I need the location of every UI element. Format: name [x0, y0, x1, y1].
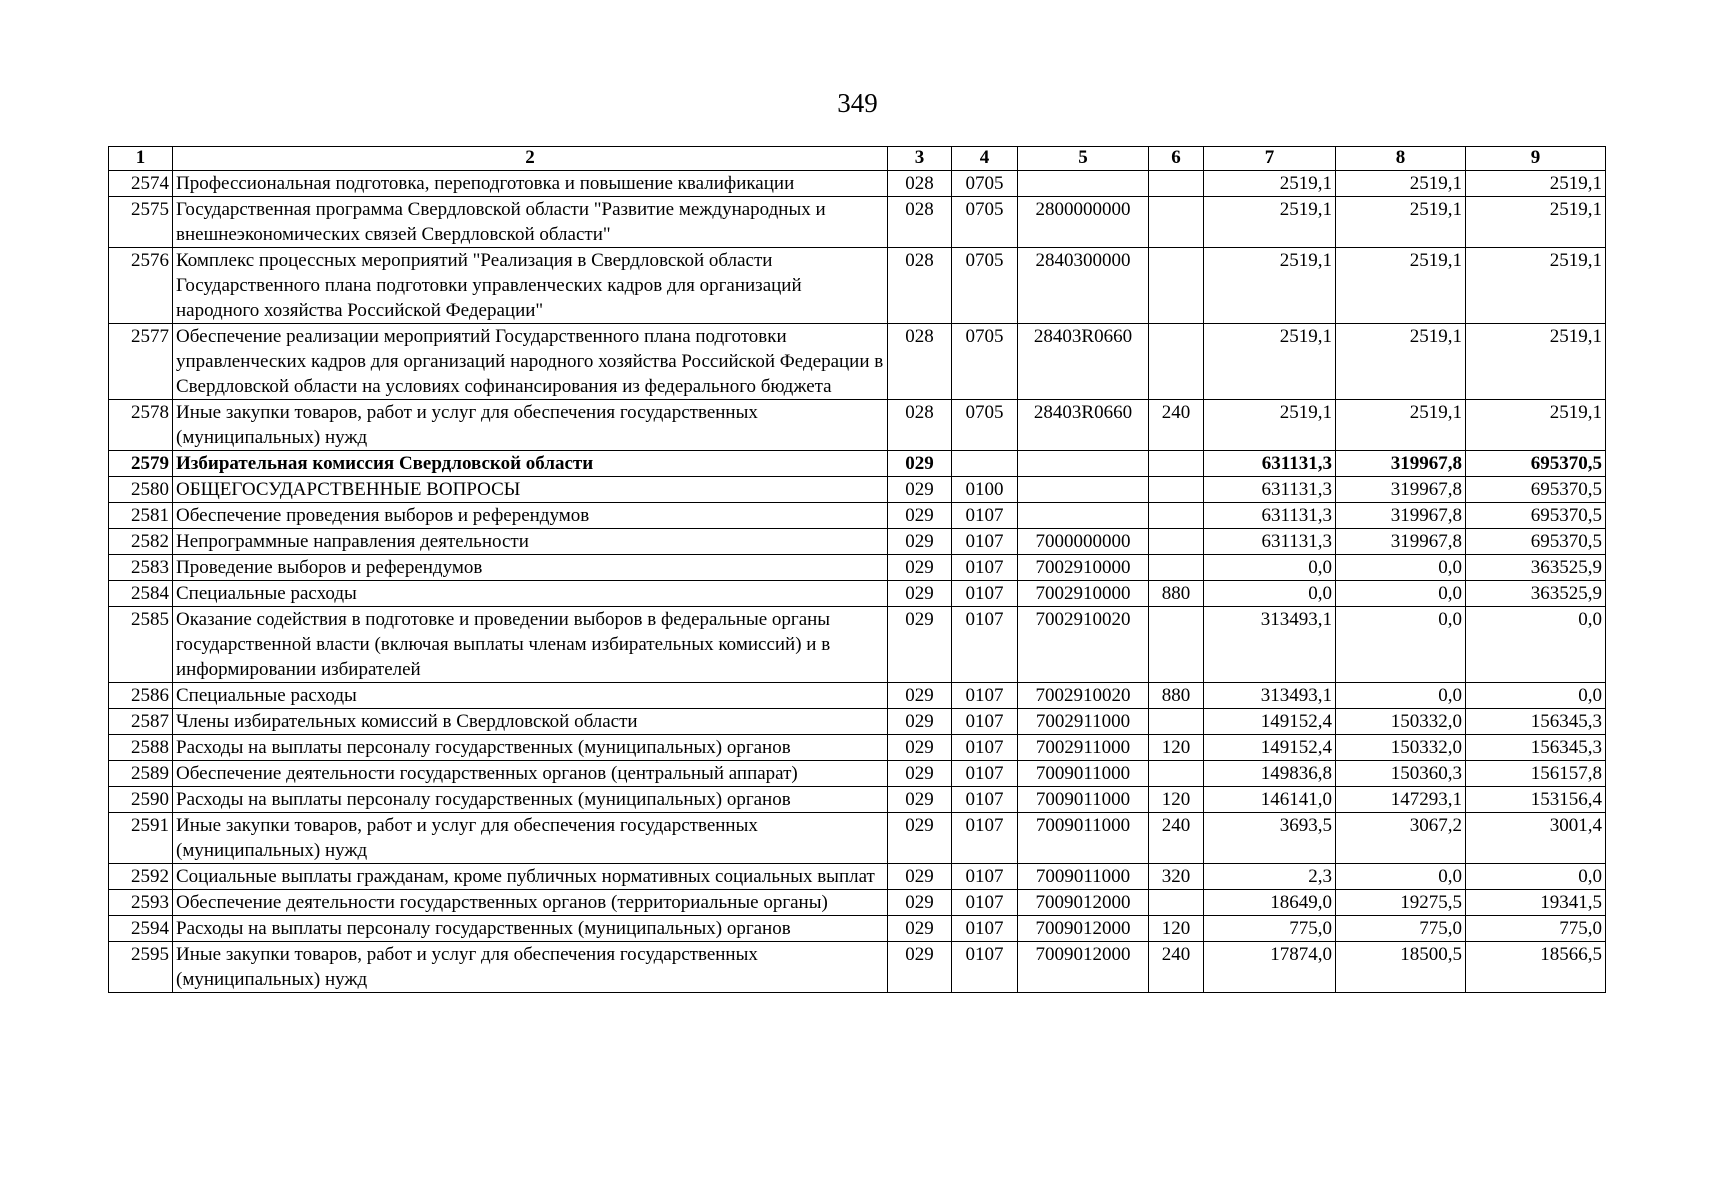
section-code-cell: 0705	[952, 400, 1018, 451]
amount-col8-cell: 3067,2	[1336, 813, 1466, 864]
amount-col9-cell: 156345,3	[1466, 735, 1606, 761]
header-row	[109, 147, 1606, 171]
amount-col9-cell: 695370,5	[1466, 503, 1606, 529]
column-header: 6	[1149, 147, 1204, 171]
column-header: 5	[1018, 147, 1149, 171]
amount-col7-cell: 17874,0	[1204, 942, 1336, 993]
amount-col8-cell: 2519,1	[1336, 171, 1466, 197]
amount-col8-cell: 0,0	[1336, 683, 1466, 709]
section-code-cell: 0107	[952, 607, 1018, 683]
table-header	[109, 147, 1606, 171]
department-code-cell: 028	[888, 197, 952, 248]
row-number-cell: 2578	[109, 400, 173, 451]
amount-col8-cell: 0,0	[1336, 555, 1466, 581]
department-code-cell: 029	[888, 942, 952, 993]
target-article-cell: 7002911000	[1018, 709, 1149, 735]
item-name-cell: Проведение выборов и референдумов	[173, 555, 888, 581]
expense-type-cell	[1149, 171, 1204, 197]
table-row	[109, 942, 1606, 993]
department-code-cell: 029	[888, 451, 952, 477]
item-name-cell: Расходы на выплаты персоналу государственных (муниципальных) органов	[173, 787, 888, 813]
row-number-cell: 2591	[109, 813, 173, 864]
amount-col7-cell: 149152,4	[1204, 735, 1336, 761]
item-name-cell: Социальные выплаты гражданам, кроме публичных нормативных социальных выплат	[173, 864, 888, 890]
amount-col9-cell: 695370,5	[1466, 451, 1606, 477]
target-article-cell: 7009012000	[1018, 916, 1149, 942]
amount-col8-cell: 150332,0	[1336, 709, 1466, 735]
expense-type-cell: 880	[1149, 683, 1204, 709]
row-number-cell: 2584	[109, 581, 173, 607]
amount-col9-cell: 2519,1	[1466, 400, 1606, 451]
section-code-cell: 0107	[952, 735, 1018, 761]
item-name-cell: Расходы на выплаты персоналу государственных (муниципальных) органов	[173, 735, 888, 761]
expense-type-cell: 240	[1149, 400, 1204, 451]
amount-col7-cell: 2519,1	[1204, 197, 1336, 248]
amount-col7-cell: 631131,3	[1204, 477, 1336, 503]
target-article-cell: 28403R0660	[1018, 400, 1149, 451]
target-article-cell: 7000000000	[1018, 529, 1149, 555]
table-row	[109, 890, 1606, 916]
item-name-cell: Оказание содействия в подготовке и проведении выборов в федеральные органы государственной власти (включая выплаты членам избирательных комиссий) и в информировании избирателей	[173, 607, 888, 683]
expense-type-cell: 120	[1149, 787, 1204, 813]
section-code-cell: 0107	[952, 942, 1018, 993]
target-article-cell: 7002910000	[1018, 581, 1149, 607]
row-number-cell: 2574	[109, 171, 173, 197]
section-code-cell: 0100	[952, 477, 1018, 503]
department-code-cell: 029	[888, 607, 952, 683]
expense-type-cell	[1149, 890, 1204, 916]
item-name-cell: Профессиональная подготовка, переподготовка и повышение квалификации	[173, 171, 888, 197]
section-code-cell: 0107	[952, 787, 1018, 813]
amount-col8-cell: 0,0	[1336, 581, 1466, 607]
department-code-cell: 029	[888, 529, 952, 555]
item-name-cell: Непрограммные направления деятельности	[173, 529, 888, 555]
table-row	[109, 400, 1606, 451]
row-number-cell: 2593	[109, 890, 173, 916]
row-number-cell: 2575	[109, 197, 173, 248]
expense-type-cell: 120	[1149, 916, 1204, 942]
item-name-cell: Обеспечение реализации мероприятий Государственного плана подготовки управленческих кадров для организаций народного хозяйства Российской Федерации в Свердловской области на условиях софинансирования из федерального бюджета	[173, 324, 888, 400]
item-name-cell: Избирательная комиссия Свердловской области	[173, 451, 888, 477]
amount-col7-cell: 775,0	[1204, 916, 1336, 942]
column-header: 1	[109, 147, 173, 171]
amount-col7-cell: 3693,5	[1204, 813, 1336, 864]
expense-type-cell	[1149, 529, 1204, 555]
department-code-cell: 028	[888, 248, 952, 324]
table-row	[109, 197, 1606, 248]
table-row	[109, 529, 1606, 555]
expense-type-cell	[1149, 709, 1204, 735]
expense-type-cell	[1149, 761, 1204, 787]
section-code-cell: 0107	[952, 683, 1018, 709]
amount-col8-cell: 0,0	[1336, 864, 1466, 890]
amount-col8-cell: 775,0	[1336, 916, 1466, 942]
column-header: 4	[952, 147, 1018, 171]
amount-col9-cell: 156345,3	[1466, 709, 1606, 735]
item-name-cell: Обеспечение деятельности государственных органов (центральный аппарат)	[173, 761, 888, 787]
amount-col8-cell: 2519,1	[1336, 324, 1466, 400]
amount-col7-cell: 631131,3	[1204, 529, 1336, 555]
row-number-cell: 2589	[109, 761, 173, 787]
amount-col9-cell: 0,0	[1466, 607, 1606, 683]
amount-col9-cell: 695370,5	[1466, 477, 1606, 503]
target-article-cell: 7002910020	[1018, 683, 1149, 709]
amount-col7-cell: 631131,3	[1204, 503, 1336, 529]
amount-col9-cell: 153156,4	[1466, 787, 1606, 813]
amount-col7-cell: 313493,1	[1204, 683, 1336, 709]
department-code-cell: 029	[888, 735, 952, 761]
page-number: 349	[837, 88, 878, 118]
department-code-cell: 029	[888, 555, 952, 581]
expense-type-cell: 880	[1149, 581, 1204, 607]
amount-col8-cell: 0,0	[1336, 607, 1466, 683]
amount-col7-cell: 18649,0	[1204, 890, 1336, 916]
table-row	[109, 813, 1606, 864]
item-name-cell: Обеспечение проведения выборов и референдумов	[173, 503, 888, 529]
department-code-cell: 029	[888, 787, 952, 813]
target-article-cell	[1018, 503, 1149, 529]
row-number-cell: 2586	[109, 683, 173, 709]
amount-col7-cell: 2519,1	[1204, 248, 1336, 324]
table-row	[109, 735, 1606, 761]
department-code-cell: 029	[888, 890, 952, 916]
item-name-cell: Иные закупки товаров, работ и услуг для обеспечения государственных (муниципальных) нужд	[173, 942, 888, 993]
amount-col8-cell: 150360,3	[1336, 761, 1466, 787]
expense-type-cell	[1149, 503, 1204, 529]
item-name-cell: Государственная программа Свердловской области "Развитие международных и внешнеэкономических связей Свердловской области"	[173, 197, 888, 248]
item-name-cell: Иные закупки товаров, работ и услуг для обеспечения государственных (муниципальных) нужд	[173, 400, 888, 451]
column-header: 9	[1466, 147, 1606, 171]
table-row	[109, 555, 1606, 581]
department-code-cell: 029	[888, 709, 952, 735]
row-number-cell: 2582	[109, 529, 173, 555]
section-code-cell: 0107	[952, 890, 1018, 916]
amount-col8-cell: 19275,5	[1336, 890, 1466, 916]
table-row	[109, 581, 1606, 607]
amount-col9-cell: 2519,1	[1466, 197, 1606, 248]
expense-type-cell	[1149, 607, 1204, 683]
amount-col9-cell: 2519,1	[1466, 324, 1606, 400]
table-row	[109, 761, 1606, 787]
budget-table	[108, 146, 1606, 993]
item-name-cell: Расходы на выплаты персоналу государственных (муниципальных) органов	[173, 916, 888, 942]
row-number-cell: 2577	[109, 324, 173, 400]
column-header: 3	[888, 147, 952, 171]
amount-col7-cell: 313493,1	[1204, 607, 1336, 683]
department-code-cell: 028	[888, 171, 952, 197]
amount-col8-cell: 2519,1	[1336, 197, 1466, 248]
amount-col9-cell: 363525,9	[1466, 555, 1606, 581]
table-row	[109, 864, 1606, 890]
table-row	[109, 916, 1606, 942]
expense-type-cell: 240	[1149, 813, 1204, 864]
table-row	[109, 787, 1606, 813]
table-row	[109, 171, 1606, 197]
expense-type-cell	[1149, 197, 1204, 248]
amount-col8-cell: 2519,1	[1336, 248, 1466, 324]
target-article-cell: 7009011000	[1018, 787, 1149, 813]
amount-col9-cell: 3001,4	[1466, 813, 1606, 864]
expense-type-cell	[1149, 451, 1204, 477]
target-article-cell: 7002910020	[1018, 607, 1149, 683]
column-header: 8	[1336, 147, 1466, 171]
row-number-cell: 2576	[109, 248, 173, 324]
section-code-cell: 0107	[952, 916, 1018, 942]
item-name-cell: Члены избирательных комиссий в Свердловской области	[173, 709, 888, 735]
amount-col7-cell: 2519,1	[1204, 400, 1336, 451]
target-article-cell: 2800000000	[1018, 197, 1149, 248]
department-code-cell: 029	[888, 864, 952, 890]
section-code-cell: 0107	[952, 864, 1018, 890]
item-name-cell: Специальные расходы	[173, 581, 888, 607]
expense-type-cell: 240	[1149, 942, 1204, 993]
section-code-cell: 0107	[952, 581, 1018, 607]
row-number-cell: 2595	[109, 942, 173, 993]
department-code-cell: 029	[888, 683, 952, 709]
department-code-cell: 028	[888, 400, 952, 451]
amount-col7-cell: 0,0	[1204, 555, 1336, 581]
amount-col8-cell: 150332,0	[1336, 735, 1466, 761]
row-number-cell: 2588	[109, 735, 173, 761]
section-code-cell: 0705	[952, 324, 1018, 400]
section-code-cell: 0107	[952, 529, 1018, 555]
amount-col7-cell: 2519,1	[1204, 171, 1336, 197]
row-number-cell: 2581	[109, 503, 173, 529]
target-article-cell: 7002911000	[1018, 735, 1149, 761]
expense-type-cell: 320	[1149, 864, 1204, 890]
expense-type-cell	[1149, 477, 1204, 503]
target-article-cell: 2840300000	[1018, 248, 1149, 324]
amount-col8-cell: 319967,8	[1336, 503, 1466, 529]
department-code-cell: 029	[888, 761, 952, 787]
amount-col7-cell: 149152,4	[1204, 709, 1336, 735]
department-code-cell: 029	[888, 581, 952, 607]
row-number-cell: 2590	[109, 787, 173, 813]
section-code-cell: 0107	[952, 503, 1018, 529]
row-number-cell: 2580	[109, 477, 173, 503]
department-code-cell: 029	[888, 813, 952, 864]
section-code-cell: 0107	[952, 555, 1018, 581]
expense-type-cell: 120	[1149, 735, 1204, 761]
table-row	[109, 477, 1606, 503]
expense-type-cell	[1149, 324, 1204, 400]
amount-col7-cell: 146141,0	[1204, 787, 1336, 813]
column-header: 2	[173, 147, 888, 171]
amount-col9-cell: 695370,5	[1466, 529, 1606, 555]
item-name-cell: Обеспечение деятельности государственных органов (территориальные органы)	[173, 890, 888, 916]
section-code-cell: 0107	[952, 813, 1018, 864]
item-name-cell: Иные закупки товаров, работ и услуг для обеспечения государственных (муниципальных) нужд	[173, 813, 888, 864]
amount-col9-cell: 0,0	[1466, 683, 1606, 709]
amount-col8-cell: 147293,1	[1336, 787, 1466, 813]
table-body	[109, 171, 1606, 993]
row-number-cell: 2587	[109, 709, 173, 735]
amount-col9-cell: 19341,5	[1466, 890, 1606, 916]
amount-col9-cell: 0,0	[1466, 864, 1606, 890]
table-row	[109, 709, 1606, 735]
item-name-cell: ОБЩЕГОСУДАРСТВЕННЫЕ ВОПРОСЫ	[173, 477, 888, 503]
table-row	[109, 503, 1606, 529]
amount-col9-cell: 2519,1	[1466, 248, 1606, 324]
section-code-cell: 0107	[952, 709, 1018, 735]
expense-type-cell	[1149, 248, 1204, 324]
amount-col8-cell: 2519,1	[1336, 400, 1466, 451]
amount-col9-cell: 775,0	[1466, 916, 1606, 942]
row-number-cell: 2579	[109, 451, 173, 477]
section-code-cell: 0705	[952, 171, 1018, 197]
amount-col7-cell: 631131,3	[1204, 451, 1336, 477]
section-code-cell: 0107	[952, 761, 1018, 787]
amount-col7-cell: 149836,8	[1204, 761, 1336, 787]
section-code-cell	[952, 451, 1018, 477]
amount-col8-cell: 18500,5	[1336, 942, 1466, 993]
table-row	[109, 607, 1606, 683]
amount-col8-cell: 319967,8	[1336, 477, 1466, 503]
amount-col8-cell: 319967,8	[1336, 529, 1466, 555]
table-row	[109, 324, 1606, 400]
table-row	[109, 683, 1606, 709]
department-code-cell: 029	[888, 916, 952, 942]
target-article-cell: 7009012000	[1018, 942, 1149, 993]
department-code-cell: 029	[888, 477, 952, 503]
amount-col7-cell: 2,3	[1204, 864, 1336, 890]
target-article-cell: 28403R0660	[1018, 324, 1149, 400]
amount-col7-cell: 0,0	[1204, 581, 1336, 607]
item-name-cell: Специальные расходы	[173, 683, 888, 709]
item-name-cell: Комплекс процессных мероприятий "Реализация в Свердловской области Государственного плана подготовки управленческих кадров для организаций народного хозяйства Российской Федерации"	[173, 248, 888, 324]
target-article-cell	[1018, 171, 1149, 197]
target-article-cell	[1018, 451, 1149, 477]
table-row	[109, 248, 1606, 324]
target-article-cell: 7009011000	[1018, 761, 1149, 787]
amount-col9-cell: 156157,8	[1466, 761, 1606, 787]
section-code-cell: 0705	[952, 197, 1018, 248]
target-article-cell: 7009012000	[1018, 890, 1149, 916]
row-number-cell: 2594	[109, 916, 173, 942]
amount-col9-cell: 18566,5	[1466, 942, 1606, 993]
amount-col7-cell: 2519,1	[1204, 324, 1336, 400]
section-code-cell: 0705	[952, 248, 1018, 324]
amount-col9-cell: 2519,1	[1466, 171, 1606, 197]
department-code-cell: 029	[888, 503, 952, 529]
target-article-cell: 7009011000	[1018, 864, 1149, 890]
amount-col8-cell: 319967,8	[1336, 451, 1466, 477]
row-number-cell: 2585	[109, 607, 173, 683]
target-article-cell: 7002910000	[1018, 555, 1149, 581]
amount-col9-cell: 363525,9	[1466, 581, 1606, 607]
row-number-cell: 2583	[109, 555, 173, 581]
row-number-cell: 2592	[109, 864, 173, 890]
department-code-cell: 028	[888, 324, 952, 400]
expense-type-cell	[1149, 555, 1204, 581]
target-article-cell	[1018, 477, 1149, 503]
target-article-cell: 7009011000	[1018, 813, 1149, 864]
table-row	[109, 451, 1606, 477]
column-header: 7	[1204, 147, 1336, 171]
